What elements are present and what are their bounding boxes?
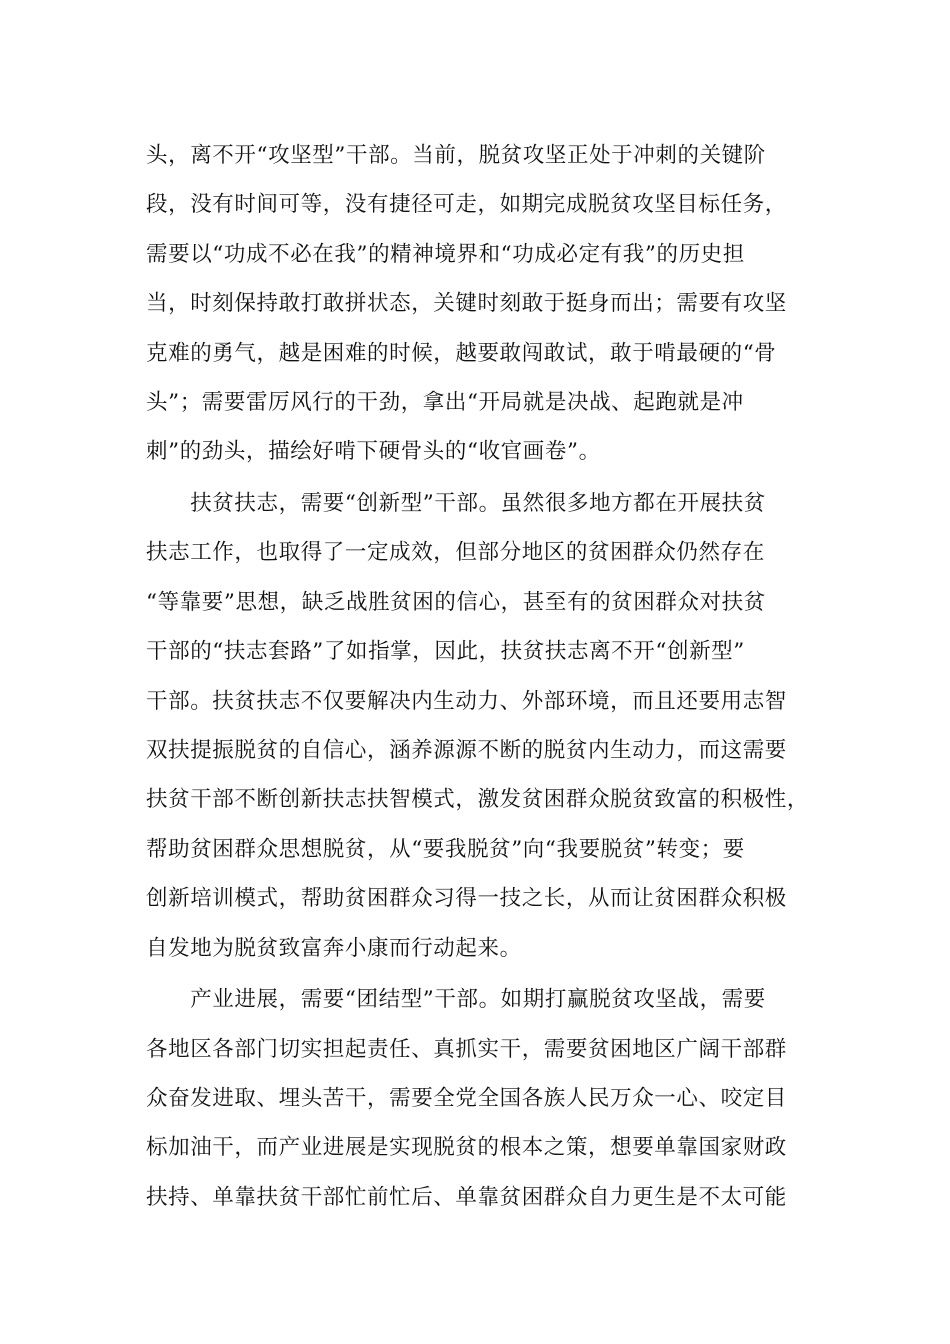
text-line: 帮助贫困群众思想脱贫，从“要我脱贫”向“我要脱贫”转变；要 — [146, 836, 745, 862]
text-line: 干部的“扶志套路”了如指掌，因此，扶贫扶志离不开“创新型” — [146, 639, 745, 665]
paragraph-3 — [146, 975, 826, 1222]
text-line: 自发地为脱贫致富奔小康而行动起来。 — [146, 935, 522, 961]
text-line: 头”；需要雷厉风行的干劲，拿出“开局就是决战、起跑就是冲 — [146, 389, 744, 415]
text-line: 扶持、单靠扶贫干部忙前忙后、单靠贫困群众自力更生是不太可能 — [146, 1184, 787, 1210]
text-line: 扶志工作，也取得了一定成效，但部分地区的贫困群众仍然存在 — [146, 540, 765, 566]
text-line: 刺”的劲头，描绘好啃下硬骨头的“收官画卷”。 — [146, 439, 601, 465]
paragraph-1 — [146, 131, 826, 477]
text-line: 产业进展，需要“团结型”干部。如期打赢脱贫攻坚战，需要 — [146, 987, 766, 1013]
text-line: “等靠要”思想，缺乏战胜贫困的信心，甚至有的贫困群众对扶贫 — [146, 589, 766, 615]
text-line: 需要以“功成不必在我”的精神境界和“功成必定有我”的历史担 — [146, 241, 745, 267]
text-line: 众奋发进取、埋头苦干，需要全党全国各族人民万众一心、咬定目 — [146, 1086, 787, 1112]
text-line: 克难的勇气，越是困难的时候，越要敢闯敢试，敢于啃最硬的“骨 — [146, 340, 777, 366]
text-line: 头，离不开“攻坚型”干部。当前，脱贫攻坚正处于冲刺的关键阶 — [146, 143, 766, 168]
text-line: 双扶提振脱贫的自信心，涵养源源不断的脱贫内生动力，而这需要 — [146, 737, 787, 763]
text-line: 扶贫扶志，需要“创新型”干部。虽然很多地方都在开展扶贫 — [146, 491, 766, 517]
text-line: 扶贫干部不断创新扶志扶智模式，激发贫困群众脱贫致富的积极性， — [146, 787, 810, 813]
text-line: 当，时刻保持敢打敢拼状态，关键时刻敢于挺身而出；需要有攻坚 — [146, 291, 787, 317]
text-line: 各地区各部门切实担起责任、真抓实干，需要贫困地区广阔干部群 — [146, 1036, 787, 1062]
text-line: 干部。扶贫扶志不仅要解决内生动力、外部环境，而且还要用志智 — [146, 688, 787, 714]
paragraph-2 — [146, 479, 826, 973]
text-line: 标加油干，而产业进展是实现脱贫的根本之策，想要单靠国家财政 — [146, 1135, 787, 1161]
text-line: 段，没有时间可等，没有捷径可走，如期完成脱贫攻坚目标任务， — [146, 192, 787, 218]
body-text — [146, 131, 826, 1222]
text-line: 创新培训模式，帮助贫困群众习得一技之长，从而让贫困群众积极 — [146, 886, 787, 912]
